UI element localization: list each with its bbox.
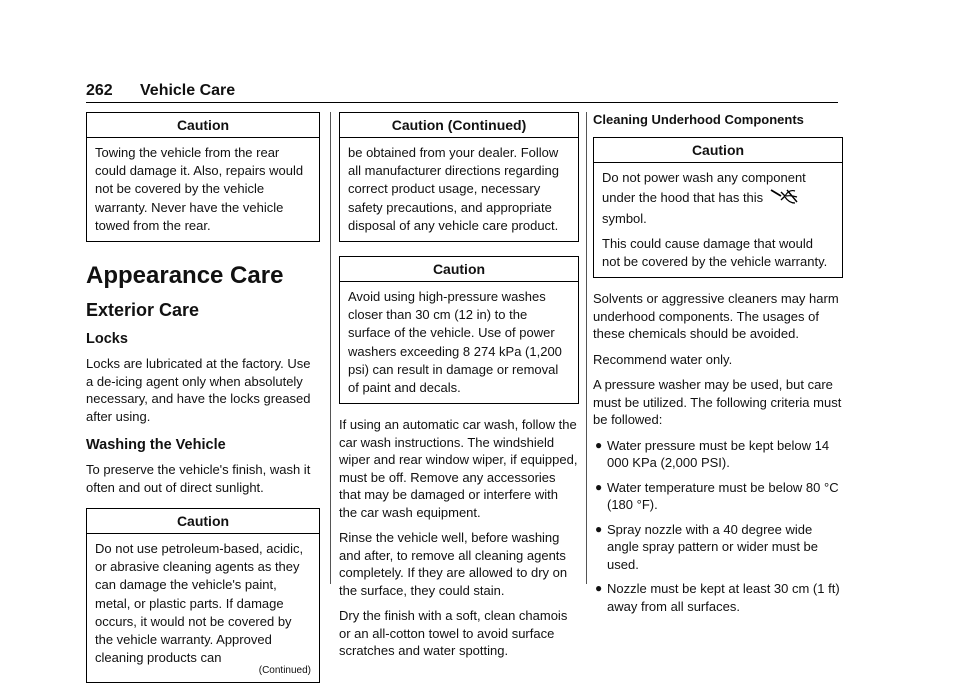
caution-box-towing <box>86 112 320 242</box>
caution-box-high-pressure <box>339 256 579 404</box>
car-wash-paragraph: If using an automatic car wash, follow the car wash instructions. The windshield wiper and rear window wiper, if equipped, must be off. Remove any accessories that may be damaged or interfere with the car wash equipment. <box>339 417 578 520</box>
heading-locks: Locks <box>86 331 128 348</box>
heading-washing-the-vehicle: Washing the Vehicle <box>86 437 226 454</box>
criteria-list <box>593 437 843 616</box>
caution-title: Caution <box>87 513 319 534</box>
caution-title: Caution <box>340 261 578 282</box>
column-3 <box>593 112 843 622</box>
caution-text: Do not use petroleum-based, acidic, or abrasive cleaning agents as they can damage the vehicle's paint, metal, or plastic parts. If damage occurs, it would not be covered by the vehicle warranty. Approved cleaning products can <box>95 541 304 666</box>
locks-paragraph: Locks are lubricated at the factory. Use a de-icing agent only when absolutely necessary, and have the locks greased after using. <box>86 356 311 424</box>
list-item: ● Nozzle must be kept at least 30 cm (1 ft) away from all surfaces. <box>595 581 840 614</box>
page-header <box>86 80 838 103</box>
caution-box-underhood <box>593 137 843 278</box>
caution-box-continued <box>339 112 579 242</box>
no-power-wash-spray-icon <box>769 187 799 210</box>
list-item: ● Water temperature must be below 80 °C (180 °F). <box>595 479 839 513</box>
caution-text-part-a: Do not power wash any component under the hood that has this <box>602 170 806 206</box>
column-divider-2 <box>586 112 587 584</box>
list-item: ● Spray nozzle with a 40 degree wide angle spray pattern or wider must be used. <box>595 521 818 572</box>
caution-text-2: This could cause damage that would not be covered by the vehicle warranty. <box>602 235 828 269</box>
caution-text: be obtained from your dealer. Follow all manufacturer directions regarding correct product usage, necessary safety precautions, and appropriate disposal of any vehicle care product. <box>348 145 559 233</box>
caution-text: Avoid using high-pressure washes closer than 30 cm (12 in) to the surface of the vehicle. Use of power washers exceeding 8 274 kPa (1,200 psi) can result in damage or removal of paint and decals. <box>348 289 562 396</box>
rinse-paragraph: Rinse the vehicle well, before washing and after, to remove all cleaning agents completely. If they are allowed to dry on the surface, they could stain. <box>339 530 568 598</box>
bullet-icon: ● <box>595 479 603 494</box>
column-divider-1 <box>330 112 331 584</box>
caution-title: Caution <box>87 117 319 138</box>
caution-box-cleaning-agents <box>86 508 320 683</box>
caution-title: Caution <box>594 142 842 163</box>
pressure-washer-paragraph: A pressure washer may be used, but care must be utilized. The following criteria must be followed: <box>593 377 842 428</box>
caution-text-part-b: symbol. <box>602 211 647 227</box>
heading-appearance-care: Appearance Care <box>86 262 284 290</box>
column-2 <box>339 112 579 668</box>
heading-cleaning-underhood: Cleaning Underhood Components <box>593 112 804 127</box>
page-number: 262 <box>86 82 113 99</box>
continued-label: (Continued) <box>258 665 311 677</box>
bullet-icon: ● <box>595 581 603 596</box>
bullet-icon: ● <box>595 437 603 452</box>
water-only-paragraph: Recommend water only. <box>593 351 733 367</box>
column-1 <box>86 112 320 695</box>
heading-exterior-care: Exterior Care <box>86 300 200 321</box>
caution-text <box>602 169 834 229</box>
washing-paragraph: To preserve the vehicle's finish, wash it often and out of direct sunlight. <box>86 462 311 495</box>
section-title: Vehicle Care <box>140 82 236 99</box>
caution-text: Towing the vehicle from the rear could damage it. Also, repairs would not be covered by the vehicle warranty. Never have the vehicle towed from the rear. <box>95 145 304 233</box>
caution-title: Caution (Continued) <box>340 117 578 138</box>
list-item: ● Water pressure must be kept below 14 000 KPa (2,000 PSI). <box>595 437 830 471</box>
solvents-paragraph: Solvents or aggressive cleaners may harm underhood components. The usages of these chemicals should be avoided. <box>593 291 839 342</box>
bullet-icon: ● <box>595 521 603 536</box>
dry-paragraph: Dry the finish with a soft, clean chamois or an all-cotton towel to avoid surface scratches and water spotting. <box>339 608 568 659</box>
